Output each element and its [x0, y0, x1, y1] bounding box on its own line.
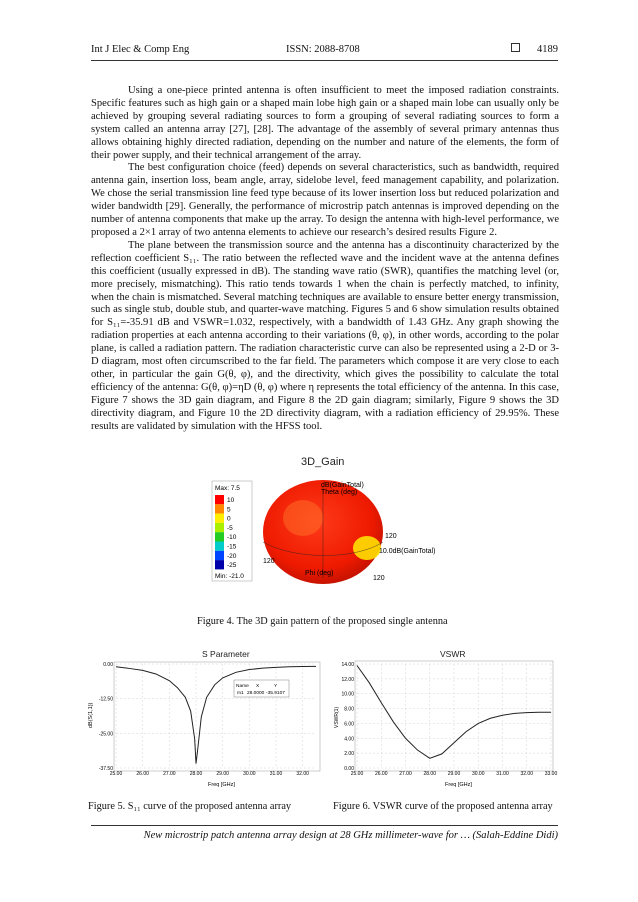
x-tick-label: 32.00 [296, 771, 309, 777]
marker-header: Name [236, 684, 249, 689]
angle-label: 120 [373, 575, 385, 582]
figure-4-title: 3D_Gain [301, 456, 345, 468]
x-tick-label: 31.00 [496, 771, 509, 777]
x-tick-label: 29.00 [216, 771, 229, 777]
legend-value: -10 [227, 534, 237, 542]
y-tick-label: 0.00 [344, 766, 354, 772]
x-tick-label: 26.00 [374, 771, 388, 777]
y-tick-label: 14.00 [341, 662, 354, 668]
y-tick-label: -37.50 [98, 766, 113, 772]
legend-min: Min: -21.0 [215, 573, 244, 580]
y-axis-label: VSWR(1) [334, 706, 340, 728]
theta-label: Theta (deg) [321, 489, 358, 496]
y-tick-label: 6.00 [344, 721, 354, 728]
axis-label: 10.0dB(GainTotal) [379, 548, 436, 555]
figure-4-caption: Figure 4. The 3D gain pattern of the proposed single antenna [197, 616, 448, 627]
x-tick-label: 27.00 [399, 771, 412, 777]
marker-cell: m1 [237, 691, 244, 696]
body-text [91, 85, 559, 433]
y-axis-ticks [99, 662, 113, 772]
y-tick-label: 10.00 [341, 691, 354, 698]
paragraph: Using a one-piece printed antenna is often insufficient to meet the imposed radiation constraints. Specific features such as high gain or a shaped main lobe high gain or a shaped main lobe can usually only be achieved by grouping several radiating sources to form a grouping of several radiating sources to form a system called an antenna array [27], [28]. The advantage of the assembly of several primary antennas thus allows obtaining highly directed radiation, depending on the number and nature of the elements, the form of their power supply, and their technical arrangement of the array. [91, 85, 559, 161]
x-axis-label: Freq [GHz] [445, 782, 472, 788]
phi-label: Phi (deg) [305, 570, 334, 577]
y-tick-label: -12.50 [98, 696, 113, 703]
x-tick-label: 33.00 [544, 771, 558, 777]
plot-frame [114, 662, 320, 771]
figure-5-s-parameter [84, 648, 324, 793]
x-tick-label: 29.00 [447, 771, 461, 777]
x-tick-label: 28.00 [423, 771, 437, 777]
paragraph: The plane between the transmission source and the antenna has a discontinuity characterized by the reflection coefficient S₁₁. The ratio between the reflected wave and the incident wave at the antenna defines this coefficient (usually expressed in dB). The standing wave ratio (SWR), quantifies the matching level (or, more precisely, mismatching). This ratio tends towards 1 when the chain is perfectly matched, to infinity, when the chain is mismatched. Several matching techniques are available to ensure better energy transmission, such as single stub, double stub, and quarter-wave matching. Figures 5 and 6 show simulation results obtained for S₁₁=-35.91 dB and VSWR=1.032, respectively, with a bandwidth of 1.43 GHz. Any graph showing the radiation properties at each antenna according to their variations (θ, φ), in other words, according to the polar plane, is called a radiation pattern. The radiation characteristic curve can also be represented using a 2-D or 3-D diagram, most often circumscribed to the far field. The parameters which compose it are very close to each other, in particular the gain G(θ, φ), and the directivity, which gives the possibility to calculate the total efficiency of the antenna: G(θ, φ)=ηD (θ, φ) where η represents the total efficiency of the antenna. In this case, Figure 7 shows the 3D gain diagram, and Figure 8 the 2D gain diagram; similarly, Figure 9 shows the 3D directivity diagram, and Figure 10 the 2D directivity diagram, with a radiation efficiency of 29.95%. These results are validated by simulation with the HFSS tool. [91, 239, 559, 432]
figure-6-caption: Figure 6. VSWR curve of the proposed antenna array [333, 801, 553, 812]
marker-cell: -35.9107 [266, 691, 285, 696]
legend-value: -5 [227, 524, 233, 532]
checkbox-icon [511, 43, 520, 52]
figure-5-caption: Figure 5. S₁₁ curve of the proposed antenna array [88, 801, 292, 812]
y-axis-ticks [341, 662, 354, 772]
figure-6-title: VSWR [440, 649, 466, 659]
y-tick-label: 0.00 [103, 662, 113, 668]
x-tick-label: 25.00 [109, 771, 123, 777]
legend-swatch [215, 523, 224, 532]
x-axis-ticks [110, 771, 309, 777]
gain-lobe-side [353, 536, 381, 560]
legend-value: -15 [227, 543, 237, 551]
marker-cell: 28.0000 [247, 691, 265, 696]
legend-swatch [215, 560, 224, 569]
x-tick-label: 26.00 [136, 771, 149, 777]
angle-label: 120 [263, 558, 275, 565]
legend-swatch [215, 551, 224, 560]
y-tick-label: 2.00 [344, 751, 354, 758]
legend-swatch [215, 514, 224, 523]
x-tick-label: 30.00 [471, 771, 485, 777]
legend-swatch [215, 495, 224, 504]
legend-value: 5 [227, 506, 231, 514]
y-tick-label: 4.00 [344, 736, 354, 743]
issn: ISSN: 2088-8708 [286, 44, 360, 55]
page-number: 4189 [537, 44, 558, 55]
legend-value: -20 [227, 552, 237, 560]
legend-max: Max: 7.5 [215, 485, 240, 492]
y-tick-label: 8.00 [344, 706, 354, 713]
figure-4-3d-gain [205, 450, 445, 590]
legend-swatch [215, 504, 224, 513]
x-tick-label: 31.00 [269, 771, 283, 777]
x-tick-label: 30.00 [243, 771, 256, 777]
legend-value: 0 [227, 515, 231, 523]
figure-6-vswr [333, 648, 558, 793]
marker-table [234, 680, 289, 697]
marker-header: X [256, 684, 260, 689]
paragraph: The best configuration choice (feed) depends on several characteristics, such as bandwidth, required antenna gain, insertion loss, beam angle, array, sidelobe level, feed management capability, and polarization. We chose the serial transmission line feed type because of its lower insertion loss but reduced polarization and wider bandwidth [29]. Generally, the performance of microstrip patch antennas is improved depending on the number of antenna components that make up the array. To design the antenna with high-level performance, we proposed a 2×1 array of two antenna elements to achieve our research’s desired results Figure 2. [91, 162, 559, 238]
journal-name: Int J Elec & Comp Eng [91, 44, 190, 55]
marker-header: Y [274, 684, 278, 689]
y-tick-label: -25.00 [98, 731, 113, 738]
x-axis-ticks [351, 771, 558, 777]
x-axis-label: Freq [GHz] [208, 782, 235, 788]
y-tick-label: 12.00 [341, 676, 354, 683]
page-header [91, 40, 558, 61]
x-tick-label: 27.00 [163, 771, 176, 777]
legend-swatch [215, 532, 224, 541]
footer-title: New microstrip patch antenna array design at 28 GHz millimeter-wave for … (Salah-Eddine Didi) [143, 830, 558, 841]
gain-lobe-highlight [283, 500, 323, 536]
figure-5-title: S Parameter [202, 649, 250, 659]
legend-swatch [215, 542, 224, 551]
x-tick-label: 28.00 [189, 771, 203, 777]
legend-value: -25 [227, 562, 237, 570]
x-tick-label: 25.00 [350, 771, 364, 777]
x-tick-label: 32.00 [520, 771, 534, 777]
db-label: dB(GainTotal) [321, 482, 364, 489]
footer-rule [91, 825, 558, 826]
angle-label: 120 [385, 533, 397, 540]
y-axis-label: dB(S(1,1)) [88, 702, 94, 728]
legend-value: 10 [227, 497, 235, 504]
